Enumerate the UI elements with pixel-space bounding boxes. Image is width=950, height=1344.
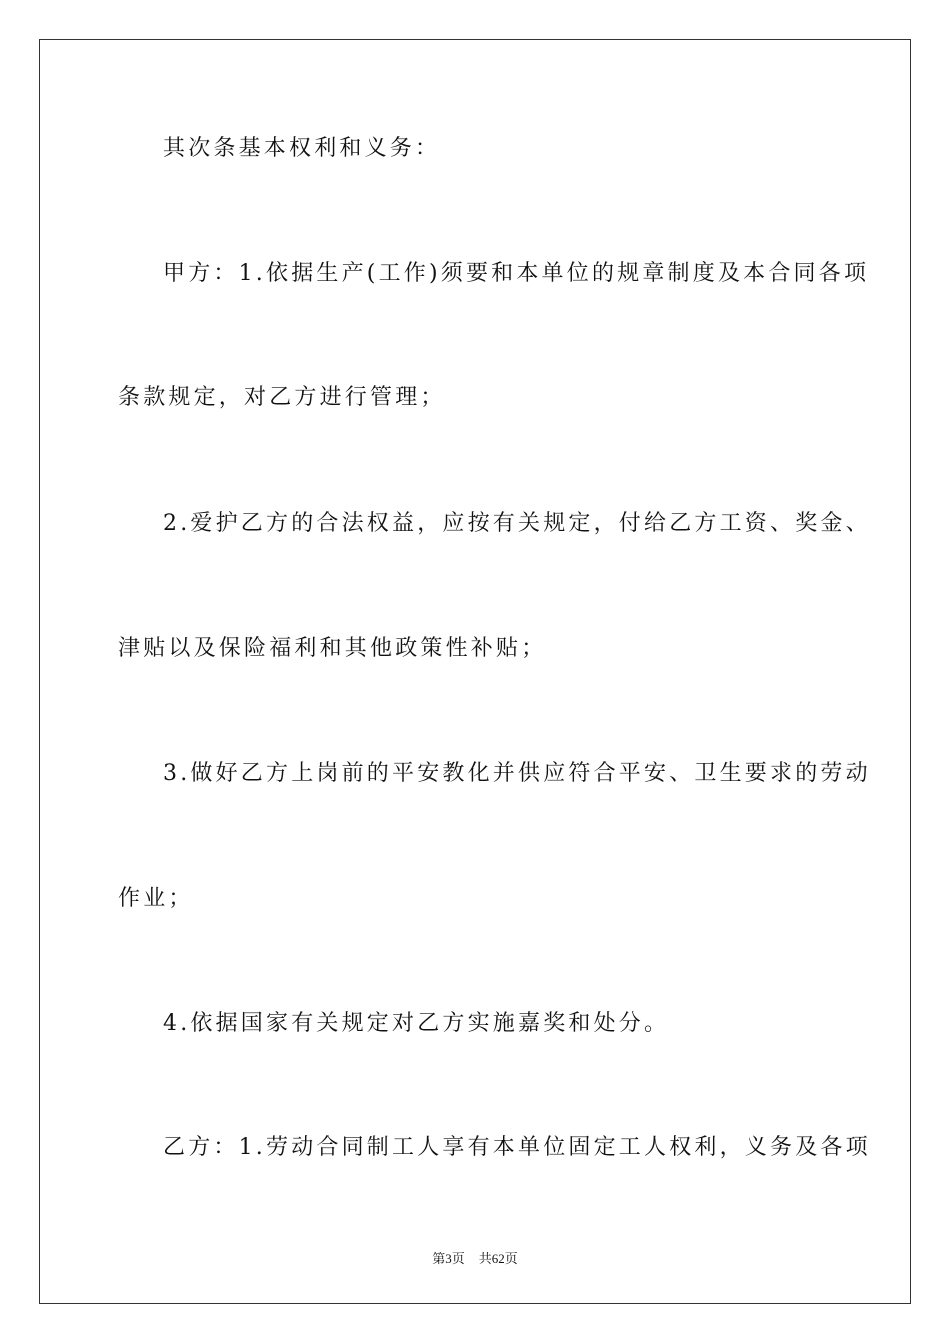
page-total: 共62页 [478, 1251, 518, 1266]
paragraph-line-9: 乙方：1.劳动合同制工人享有本单位固定工人权利，义务及各项 [163, 1135, 871, 1160]
paragraph-line-1: 其次条基本权利和义务： [163, 136, 441, 161]
paragraph-line-2: 甲方：1.依据生产(工作)须要和本单位的规章制度及本合同各项 [163, 261, 870, 286]
paragraph-line-8: 4.依据国家有关规定对乙方实施嘉奖和处分。 [163, 1011, 670, 1036]
paragraph-line-7: 作业； [118, 886, 194, 911]
paragraph-line-5: 津贴以及保险福利和其他政策性补贴； [118, 636, 547, 661]
page-frame [39, 39, 911, 1304]
paragraph-line-6: 3.做好乙方上岗前的平安教化并供应符合平安、卫生要求的劳动 [163, 761, 871, 786]
paragraph-line-3: 条款规定，对乙方进行管理； [118, 385, 446, 410]
page-footer [0, 1248, 950, 1267]
page-number: 第3页 [432, 1251, 465, 1266]
paragraph-line-4: 2.爱护乙方的合法权益，应按有关规定，付给乙方工资、奖金、 [163, 511, 871, 536]
